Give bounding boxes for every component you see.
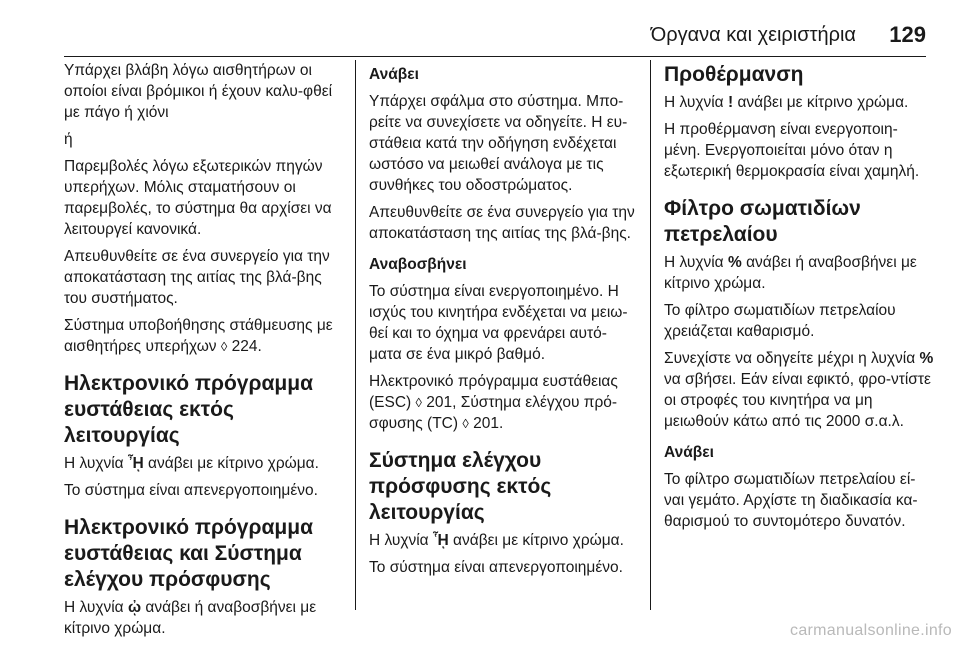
section-heading [64,515,346,593]
reference-arrow-icon: ◊ [415,395,422,410]
paragraph-text: ανάβει ή αναβοσβήνει με κίτρινο χρώμα. [664,254,917,292]
paragraph-text: Σύστημα υποβοήθησης στάθμευσης με αισθητήρες υπερήχων [64,317,333,355]
page-reference[interactable]: 201. [473,415,504,432]
subheading: Ανάβει [369,66,419,83]
section-heading: Προθέρμανση [664,63,804,86]
page-reference[interactable]: 224. [231,338,262,355]
page-header [64,18,926,57]
paragraph-text: να σβήσει. Εάν είναι εφικτό, φρο-ντίστε οι στροφές του κινητήρα να μη μειωθούν κάτω από τις 2000 σ.α.λ. [664,371,931,430]
paragraph: Το σύστημα είναι απενεργοποιημένο. [64,482,318,499]
paragraph [369,371,637,434]
section-title: Όργανα και χειριστήρια [650,24,856,46]
paragraph-text: Η λυχνία [664,254,724,271]
subheading: Αναβοσβήνει [369,256,467,273]
heading-line: ευστάθειας εκτός [64,398,234,421]
paragraph: Το φίλτρο σωματιδίων πετρελαίου εί-ναι γεμάτο. Αρχίστε τη διαδικασία κα-θαρισμού το συντομότερο δυνατόν. [664,471,918,530]
heading-line: πρόσφυσης εκτός [369,475,552,498]
heading-line: ευστάθειας και Σύστημα [64,542,302,565]
section-heading [369,448,637,526]
paragraph [664,92,934,113]
paragraph-text: Ηλεκτρονικό πρόγραμμα ευστάθειας (ESC) [369,373,618,411]
reference-arrow-icon: ◊ [220,339,228,354]
page-number: 129 [889,22,926,47]
subheading: Ανάβει [664,444,714,461]
section-heading [64,371,346,449]
esc-tc-icon: ᾠ [127,599,142,616]
paragraph: Παρεμβολές λόγω εξωτερικών πηγών υπερήχων. Μόλις σταματήσουν οι παρεμβολές, το σύστημα θα αρχίσει να λειτουργεί κανονικά. [64,158,332,238]
column-1 [64,60,346,645]
paragraph: Απευθυνθείτε σε ένα συνεργείο για την αποκατάσταση της αιτίας της βλά-βης. [369,204,635,242]
heading-line: ελέγχου πρόσφυσης [64,568,271,591]
dpf-icon: % [919,350,934,367]
paragraph: Υπάρχει βλάβη λόγω αισθητήρων οι οποίοι είναι βρόμικοι ή έχουν καλυ-φθεί με πάγο ή χιόνι [64,62,333,121]
heading-line: πετρελαίου [664,223,778,246]
paragraph [64,597,346,639]
paragraph: Το φίλτρο σωματιδίων πετρελαίου χρειάζεται καθαρισμό. [664,302,896,340]
paragraph-text: Η λυχνία [369,532,429,549]
column-divider [355,60,356,610]
paragraph: Το σύστημα είναι απενεργοποιημένο. [369,559,623,576]
paragraph-text: Η λυχνία [64,455,124,472]
section-heading [664,196,934,248]
reference-arrow-icon: ◊ [462,416,469,431]
paragraph-text: ανάβει με κίτρινο χρώμα. [453,532,624,549]
paragraph [369,530,637,551]
column-3 [664,60,934,538]
heading-line: Ηλεκτρονικό πρόγραμμα [64,372,313,395]
paragraph-text: Η λυχνία [664,94,724,111]
paragraph-text: Η λυχνία [64,599,124,616]
heading-line: Ηλεκτρονικό πρόγραμμα [64,516,313,539]
paragraph [64,315,346,357]
heading-line: λειτουργίας [64,424,180,447]
dpf-icon: % [727,254,742,271]
paragraph: Η προθέρμανση είναι ενεργοποιη-μένη. Ενεργοποιείται μόνο όταν η εξωτερική θερμοκρασία είναι χαμηλή. [664,121,920,180]
heading-line: λειτουργίας [369,501,485,524]
esc-off-icon: ᾞ [127,455,144,472]
paragraph [664,348,934,432]
paragraph [64,453,346,474]
column-divider [650,60,651,610]
paragraph-text: ανάβει ή αναβοσβήνει με κίτρινο χρώμα. [64,599,317,637]
paragraph: Υπάρχει σφάλμα στο σύστημα. Μπο-ρείτε να συνεχίσετε να οδηγείτε. Η ευ-στάθεια κατά την οδήγηση ενδέχεται ωστόσο να μειωθεί ανάλογα με τις συνθήκες του οδοστρώματος. [369,93,628,194]
column-2 [369,60,637,584]
glow-plug-icon: ! [727,94,734,111]
paragraph: Το σύστημα είναι ενεργοποιημένο. Η ισχύς του κινητήρα ενδέχεται να μειω-θεί και το όχημα να φρενάρει αυτό-ματα σε ένα μικρό βαθμό. [369,283,628,363]
paragraph-text: ανάβει με κίτρινο χρώμα. [737,94,909,111]
heading-line: Σύστημα ελέγχου [369,449,542,472]
watermark: carmanualsonline.info [790,622,952,639]
heading-line: Φίλτρο σωματιδίων [664,197,861,220]
paragraph-text: Συνεχίστε να οδηγείτε μέχρι η λυχνία [664,350,916,367]
paragraph [664,252,934,294]
page-reference[interactable]: 201, Σύστημα ελέγχου πρό-σφυσης (TC) [369,394,618,432]
paragraph: Απευθυνθείτε σε ένα συνεργείο για την αποκατάσταση της αιτίας της βλά-βης του συστήματος. [64,248,330,307]
tc-off-icon: ᾟ [432,532,449,549]
paragraph: ή [64,131,73,148]
paragraph-text: ανάβει με κίτρινο χρώμα. [148,455,319,472]
